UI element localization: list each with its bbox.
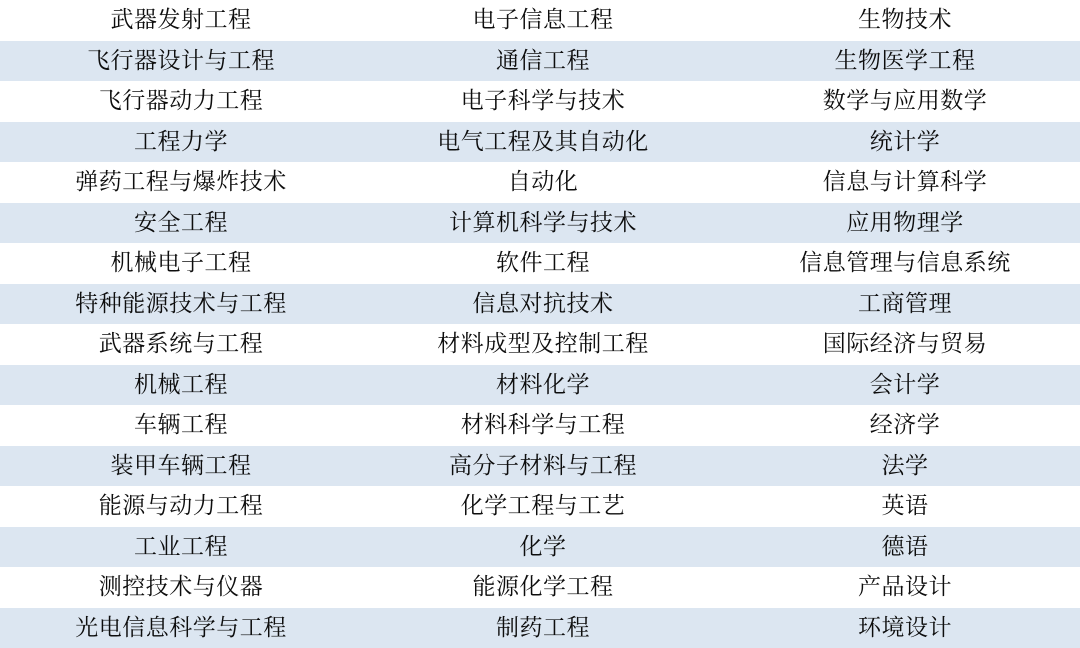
- table-cell: 经济学: [724, 405, 1080, 446]
- table-row: [0, 324, 1080, 365]
- table-row: [0, 243, 1080, 284]
- table-cell: 测控技术与仪器: [0, 567, 362, 608]
- table-cell: 工业工程: [0, 527, 362, 568]
- table-row: [0, 81, 1080, 122]
- table-cell: 电气工程及其自动化: [362, 122, 724, 163]
- table-cell: 自动化: [362, 162, 724, 203]
- table-cell: 电子科学与技术: [362, 81, 724, 122]
- table-row: [0, 405, 1080, 446]
- table-cell: 飞行器设计与工程: [0, 41, 362, 82]
- table-cell: 飞行器动力工程: [0, 81, 362, 122]
- table-cell: 应用物理学: [724, 203, 1080, 244]
- table-cell: 英语: [724, 486, 1080, 527]
- table-cell: 生物技术: [724, 0, 1080, 41]
- table-cell: 软件工程: [362, 243, 724, 284]
- table-cell: 能源化学工程: [362, 567, 724, 608]
- table-row: [0, 284, 1080, 325]
- table-row: [0, 122, 1080, 163]
- table-cell: 统计学: [724, 122, 1080, 163]
- table-cell: 武器系统与工程: [0, 324, 362, 365]
- table-cell: 化学工程与工艺: [362, 486, 724, 527]
- table-cell: 材料成型及控制工程: [362, 324, 724, 365]
- table-cell: 工商管理: [724, 284, 1080, 325]
- table-cell: 工程力学: [0, 122, 362, 163]
- table-cell: 生物医学工程: [724, 41, 1080, 82]
- table-cell: 法学: [724, 446, 1080, 487]
- table-cell: 材料科学与工程: [362, 405, 724, 446]
- table-row: [0, 203, 1080, 244]
- table-cell: 信息与计算科学: [724, 162, 1080, 203]
- table-row: [0, 527, 1080, 568]
- table-cell: 信息对抗技术: [362, 284, 724, 325]
- table-cell: 光电信息科学与工程: [0, 608, 362, 648]
- table-cell: 信息管理与信息系统: [724, 243, 1080, 284]
- table-row: [0, 446, 1080, 487]
- table-cell: 会计学: [724, 365, 1080, 406]
- table-cell: 制药工程: [362, 608, 724, 648]
- table-row: [0, 0, 1080, 41]
- table-cell: 数学与应用数学: [724, 81, 1080, 122]
- table-cell: 安全工程: [0, 203, 362, 244]
- table-row: [0, 486, 1080, 527]
- table-cell: 机械电子工程: [0, 243, 362, 284]
- table-cell: 德语: [724, 527, 1080, 568]
- table-cell: 电子信息工程: [362, 0, 724, 41]
- table-cell: 特种能源技术与工程: [0, 284, 362, 325]
- table-cell: 高分子材料与工程: [362, 446, 724, 487]
- table-cell: 机械工程: [0, 365, 362, 406]
- table-cell: 材料化学: [362, 365, 724, 406]
- table-cell: 化学: [362, 527, 724, 568]
- table-row: [0, 365, 1080, 406]
- table-cell: 产品设计: [724, 567, 1080, 608]
- table-cell: 装甲车辆工程: [0, 446, 362, 487]
- table-row: [0, 41, 1080, 82]
- table-row: [0, 567, 1080, 608]
- table-cell: 通信工程: [362, 41, 724, 82]
- table-cell: 国际经济与贸易: [724, 324, 1080, 365]
- table-cell: 弹药工程与爆炸技术: [0, 162, 362, 203]
- table-cell: 车辆工程: [0, 405, 362, 446]
- table-cell: 武器发射工程: [0, 0, 362, 41]
- table-row: [0, 162, 1080, 203]
- table-cell: 计算机科学与技术: [362, 203, 724, 244]
- table-cell: 环境设计: [724, 608, 1080, 648]
- table-cell: 能源与动力工程: [0, 486, 362, 527]
